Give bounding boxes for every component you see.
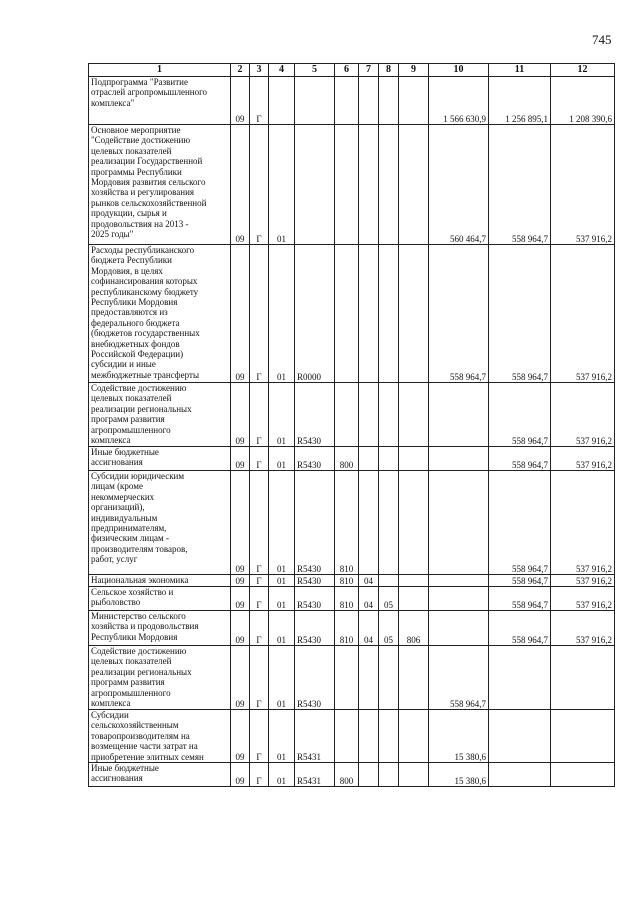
table-cell [399,77,429,125]
table-cell: 558 964,7 [489,125,551,245]
table-cell [335,245,359,383]
table-cell [295,125,335,245]
table-cell [359,646,379,710]
table-cell: Г [250,587,269,611]
table-cell: 810 [335,471,359,575]
row-label: Субсидии юридическим лицам (кроме некоммерческих организаций), индивидуальным предпринимателям, физическим лицам - производителям товаров, работ, услуг [89,471,231,575]
table-cell: R5430 [295,575,335,587]
table-cell: 04 [359,575,379,587]
table-cell: 800 [335,763,359,787]
table-cell [379,125,399,245]
table-cell [429,447,489,471]
column-header: 8 [379,64,399,77]
table-cell: 1 256 895,1 [489,77,551,125]
table-cell: 09 [231,763,250,787]
table-row [89,77,615,125]
table-cell [489,763,551,787]
table-cell [359,471,379,575]
column-header: 1 [89,64,231,77]
column-header: 11 [489,64,551,77]
table-cell: 09 [231,125,250,245]
table-cell [379,245,399,383]
column-header: 9 [399,64,429,77]
table-cell [359,447,379,471]
table-cell: 558 964,7 [489,383,551,447]
table-cell: 537 916,2 [551,245,615,383]
table-row [89,611,615,646]
table-cell: 04 [359,611,379,646]
row-label: Основное мероприятие "Содействие достижению целевых показателей реализации Государственной программы Республики Мордовия развития сельского хозяйства и регулирования рынков сельскохозяйственной продукции, сырья и продовольствия на 2013 - 2025 годы" [89,125,231,245]
table-cell [359,125,379,245]
row-label: Содействие достижению целевых показателей реализации региональных программ развития агропромышленного комплекса [89,646,231,710]
table-cell: Г [250,471,269,575]
table-cell [359,710,379,763]
table-row [89,125,615,245]
table-cell: 09 [231,587,250,611]
table-cell [359,77,379,125]
table-cell [399,763,429,787]
table-row [89,447,615,471]
table-row [89,383,615,447]
table-cell: 558 964,7 [489,575,551,587]
table-cell: 01 [269,646,295,710]
table-cell: 09 [231,245,250,383]
table-cell [399,125,429,245]
table-row [89,587,615,611]
table-cell: 01 [269,710,295,763]
table-cell: 09 [231,471,250,575]
table-cell: 09 [231,77,250,125]
table-cell: 806 [399,611,429,646]
table-cell: 560 464,7 [429,125,489,245]
table-cell [399,471,429,575]
table-cell: 01 [269,763,295,787]
table-cell [335,125,359,245]
table-cell: 05 [379,587,399,611]
table-cell: 01 [269,575,295,587]
table-cell: 537 916,2 [551,471,615,575]
column-header: 6 [335,64,359,77]
table-cell [295,77,335,125]
table-cell: R5430 [295,383,335,447]
table-cell: R5430 [295,447,335,471]
table-cell [335,77,359,125]
table-row [89,575,615,587]
table-cell: 558 964,7 [429,646,489,710]
table-cell: R5430 [295,587,335,611]
table-cell: Г [250,245,269,383]
table-cell [429,383,489,447]
table-cell [359,763,379,787]
table-cell: R5430 [295,611,335,646]
table-cell [379,447,399,471]
table-cell: 09 [231,447,250,471]
table-cell: R5431 [295,710,335,763]
table-cell: 558 964,7 [489,447,551,471]
table-cell: Г [250,575,269,587]
table-cell: 09 [231,611,250,646]
table-cell [429,587,489,611]
table-cell: 810 [335,587,359,611]
table-cell: Г [250,763,269,787]
table-body [89,64,615,787]
table-cell: 537 916,2 [551,611,615,646]
row-label: Сельское хозяйство и рыболовство [89,587,231,611]
table-cell: 01 [269,471,295,575]
table-cell [489,646,551,710]
budget-table [88,63,615,787]
table-cell [399,245,429,383]
table-cell: Г [250,611,269,646]
table-cell [551,763,615,787]
table-cell: 537 916,2 [551,447,615,471]
table-cell: 558 964,7 [489,471,551,575]
table-cell: 01 [269,611,295,646]
table-cell: Г [250,646,269,710]
table-cell [359,245,379,383]
table-cell: 1 208 390,6 [551,77,615,125]
column-header: 12 [551,64,615,77]
row-label: Субсидии сельскохозяйственным товаропроизводителям на возмещение части затрат на приобретение элитных семян [89,710,231,763]
table-cell [379,575,399,587]
table-cell [399,587,429,611]
table-cell: 558 964,7 [489,245,551,383]
table-row [89,763,615,787]
row-label: Подпрограмма "Развитие отраслей агропромышленного комплекса" [89,77,231,125]
row-label: Иные бюджетные ассигнования [89,447,231,471]
table-cell: Г [250,383,269,447]
table-cell [489,710,551,763]
table-cell: 01 [269,383,295,447]
table-cell: 09 [231,710,250,763]
table-cell: 800 [335,447,359,471]
table-cell: 1 566 630,9 [429,77,489,125]
column-header: 7 [359,64,379,77]
table-cell [551,710,615,763]
table-cell [379,383,399,447]
table-cell: Г [250,77,269,125]
table-cell [335,646,359,710]
table-cell: 537 916,2 [551,587,615,611]
table-cell: 810 [335,575,359,587]
column-header: 4 [269,64,295,77]
table-cell: 537 916,2 [551,125,615,245]
table-cell: 558 964,7 [429,245,489,383]
table-cell: 05 [379,611,399,646]
column-header: 2 [231,64,250,77]
table-row [89,471,615,575]
table-cell [379,646,399,710]
column-header: 5 [295,64,335,77]
row-label: Содействие достижению целевых показателей реализации региональных программ развития агропромышленного комплекса [89,383,231,447]
table-cell: 537 916,2 [551,575,615,587]
column-header: 10 [429,64,489,77]
table-cell [399,710,429,763]
table-cell [399,646,429,710]
table-cell: Г [250,447,269,471]
table-cell: 810 [335,611,359,646]
table-cell [379,77,399,125]
table-cell [269,77,295,125]
page-number: 745 [592,32,612,47]
table-cell: R0000 [295,245,335,383]
table-cell: 09 [231,575,250,587]
header-row [89,64,615,77]
table-cell: R5430 [295,646,335,710]
table-cell: 537 916,2 [551,383,615,447]
table-cell: 01 [269,245,295,383]
table-cell: 01 [269,125,295,245]
table-row [89,646,615,710]
table-cell [335,383,359,447]
table-cell: 558 964,7 [489,587,551,611]
table-cell [399,447,429,471]
table-cell [429,471,489,575]
table-row [89,245,615,383]
table-cell [429,611,489,646]
table-cell [551,646,615,710]
table-cell [359,383,379,447]
table-cell [399,383,429,447]
table-cell: 15 380,6 [429,710,489,763]
table-cell: 01 [269,587,295,611]
table-cell: Г [250,125,269,245]
table-cell [429,575,489,587]
table-cell: R5430 [295,471,335,575]
row-label: Расходы республиканского бюджета Республики Мордовия, в целях софинансирования которых республиканскому бюджету Республики Мордовия предоставляются из федерального бюджета (бюджетов государственных внебюджетных фондов Российской Федерации) субсидии и иные межбюджетные трансферты [89,245,231,383]
table-cell: 09 [231,383,250,447]
table-cell: 15 380,6 [429,763,489,787]
table-cell [379,471,399,575]
table-cell: 04 [359,587,379,611]
table-cell: 01 [269,447,295,471]
row-label: Министерство сельского хозяйства и продовольствия Республики Мордовия [89,611,231,646]
table-cell: 558 964,7 [489,611,551,646]
row-label: Иные бюджетные ассигнования [89,763,231,787]
table-row [89,710,615,763]
table-cell [379,763,399,787]
table-cell [399,575,429,587]
table-cell [335,710,359,763]
row-label: Национальная экономика [89,575,231,587]
column-header: 3 [250,64,269,77]
table-cell [379,710,399,763]
table-cell: 09 [231,646,250,710]
table-cell: Г [250,710,269,763]
table-cell: R5431 [295,763,335,787]
